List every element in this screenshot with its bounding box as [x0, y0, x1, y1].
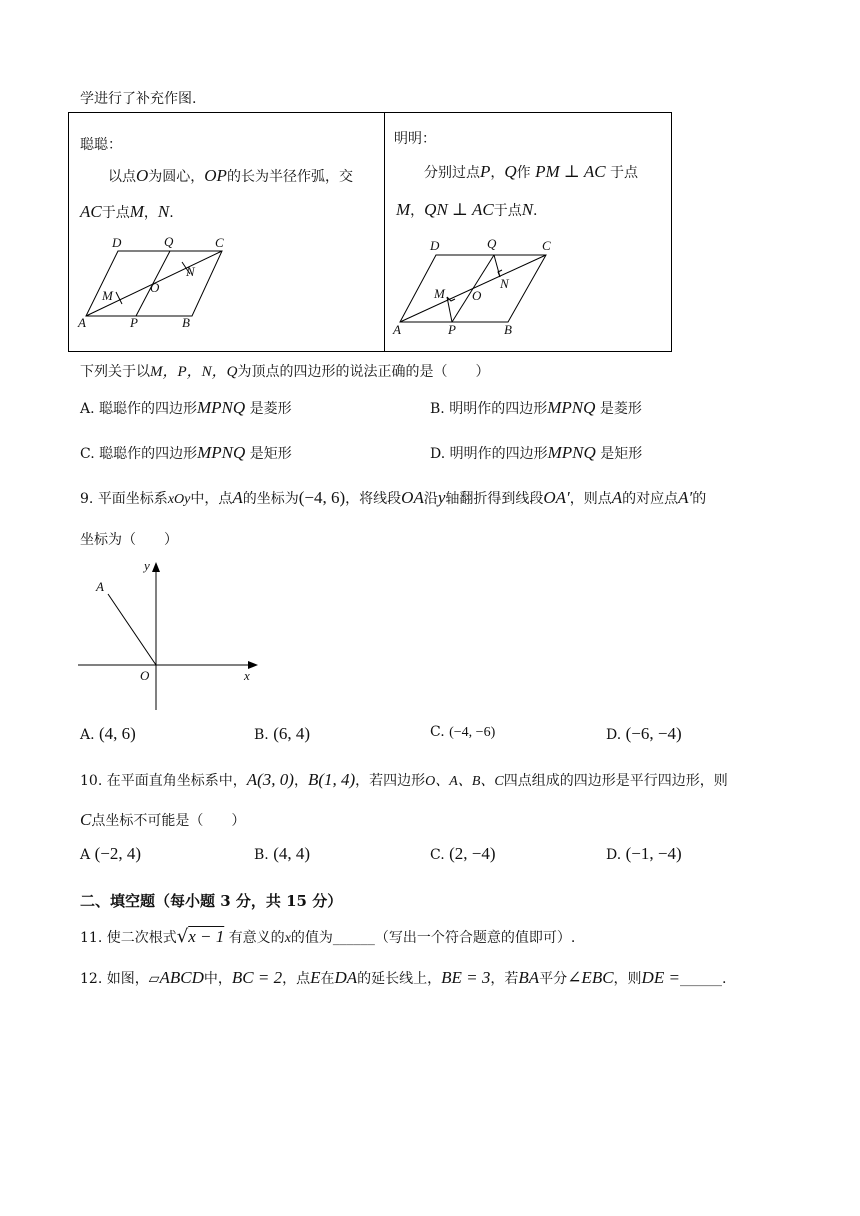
q11-answer-blank[interactable]: ______: [332, 930, 375, 946]
sqrt-icon: √: [176, 926, 189, 947]
section-heading-fill-in: 二、填空题（每小题 3 分，共 15 分）: [80, 892, 343, 910]
fig1-label-d: D: [112, 235, 122, 250]
congcong-name: 聪聪：: [80, 137, 122, 153]
q12-answer-blank[interactable]: ______: [679, 971, 722, 987]
q10-stem-line2: C点坐标不可能是（ ）: [80, 810, 246, 829]
mingming-name: 明明：: [394, 131, 436, 147]
congcong-figure: [72, 234, 242, 330]
fig2-label-m: M: [434, 286, 445, 301]
mingming-line1: 分别过点P，Q作 PM ⊥ AC 于点: [424, 162, 639, 181]
q9-axis-figure: [74, 556, 264, 714]
fig1-label-a: A: [78, 315, 86, 330]
mingming-figure: [390, 236, 560, 340]
table-divider: [384, 112, 385, 351]
q11-stem: 11. 使二次根式√x − 1 有意义的x的值为______（写出一个符合题意的值即可）.: [80, 926, 576, 947]
fig2-label-b: B: [504, 322, 512, 337]
q9-option-d[interactable]: D. (−6, −4): [606, 724, 682, 743]
q9-option-b[interactable]: B. (6, 4): [254, 724, 311, 743]
q10-option-b[interactable]: B. (4, 4): [254, 844, 311, 863]
axis-label-o: O: [140, 668, 150, 683]
q8-stem: 下列关于以M，P，N，Q为顶点的四边形的说法正确的是（ ）: [80, 364, 490, 380]
fig2-label-c: C: [542, 238, 551, 253]
congcong-line1: 以点O为圆心，OP的长为半径作弧，交: [108, 166, 353, 185]
fig2-label-d: D: [430, 238, 440, 253]
fig2-label-a: A: [393, 322, 401, 337]
q9-stem-line1: 9. 平面坐标系xOy中，点A的坐标为(−4, 6)，将线段OA沿y轴翻折得到线段OA′，则点A的对应点A′的: [80, 488, 707, 507]
fig1-label-b: B: [182, 315, 190, 330]
q9-option-a[interactable]: A. (4, 6): [80, 724, 136, 743]
q12-stem: 12. 如图，▱ABCD中，BC = 2，点E在DA的延长线上，BE = 3，若BA平分∠EBC，则DE =______.: [80, 968, 727, 987]
q8-option-a[interactable]: A. 聪聪作的四边形MPNQ 是菱形: [80, 398, 292, 417]
q10-stem-line1: 10. 在平面直角坐标系中，A(3, 0)，B(1, 4)，若四边形O、A、B、C四点组成的四边形是平行四边形，则: [80, 770, 728, 789]
axis-label-y: y: [144, 558, 150, 573]
q8-option-b[interactable]: B. 明明作的四边形MPNQ 是菱形: [430, 398, 642, 417]
intro-text: 学进行了补充作图.: [80, 91, 197, 107]
point-label-a: A: [96, 579, 104, 594]
q8-option-d[interactable]: D. 明明作的四边形MPNQ 是矩形: [430, 443, 643, 462]
congcong-line2: AC于点M，N.: [80, 202, 174, 221]
fig1-label-q: Q: [164, 234, 174, 249]
q9-option-c[interactable]: C. (−4, −6): [430, 724, 496, 740]
fig1-label-n: N: [186, 264, 195, 279]
axis-label-x: x: [244, 668, 250, 683]
fig1-label-p: P: [130, 315, 138, 330]
fig2-label-o: O: [472, 288, 482, 303]
q8-option-c[interactable]: C. 聪聪作的四边形MPNQ 是矩形: [80, 443, 292, 462]
parallelogram-icon: ▱: [148, 971, 160, 987]
q10-option-a[interactable]: A (−2, 4): [80, 844, 141, 863]
q10-option-d[interactable]: D. (−1, −4): [606, 844, 682, 863]
q9-stem-line2: 坐标为（ ）: [80, 532, 178, 548]
mingming-line2: M，QN ⊥ AC于点N.: [396, 200, 538, 219]
q10-option-c[interactable]: C. (2, −4): [430, 844, 496, 863]
fig1-label-c: C: [215, 235, 224, 250]
fig2-label-q: Q: [487, 236, 497, 251]
fig1-label-m: M: [102, 288, 113, 303]
fig2-label-n: N: [500, 276, 509, 291]
fig1-label-o: O: [150, 280, 160, 295]
fig2-label-p: P: [448, 322, 456, 337]
